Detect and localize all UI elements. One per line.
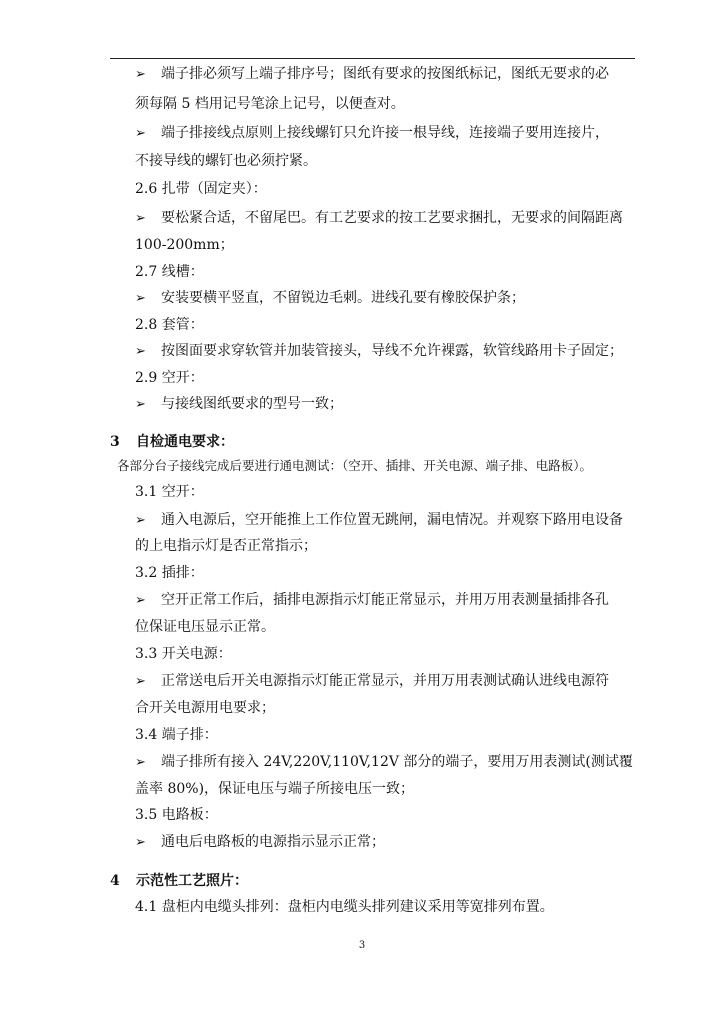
section-heading: 4.1 盘柜内电缆头排列：盘柜内电缆头排列建议采用等宽排列布置。 — [135, 899, 554, 915]
arrow-bullet-icon: ➢ — [135, 674, 146, 689]
body-line: 合开关电源用电要求； — [135, 700, 275, 716]
bullet-line — [135, 753, 633, 772]
body-text: 端子排接线点原则上接线螺钉只允许接一根导线，连接端子要用连接片， — [161, 125, 609, 141]
bullet-line — [135, 511, 623, 530]
body-text: 正常送电后开关电源指示灯能正常显示，并用万用表测试确认进线电源符 — [161, 673, 609, 689]
section-heading: 3.2 插排： — [135, 565, 204, 581]
body-line: 100-200mm； — [135, 237, 234, 253]
arrow-bullet-icon: ➢ — [135, 126, 146, 141]
body-line: 位保证电压显示正常。 — [135, 619, 275, 635]
arrow-bullet-icon: ➢ — [135, 67, 146, 82]
body-text: 通入电源后，空开能推上工作位置无跳闸，漏电情况。并观察下路用电设备 — [161, 512, 623, 528]
heading-text: 示范性工艺照片： — [136, 873, 248, 889]
arrow-bullet-icon: ➢ — [135, 755, 146, 770]
body-line: 须每隔 5 档用记号笔涂上记号，以便查对。 — [135, 96, 405, 112]
body-text: 通电后电路板的电源指示显示正常； — [161, 834, 385, 850]
bullet-line — [135, 591, 609, 610]
section-heading: 3.3 开关电源： — [135, 646, 232, 662]
body-text: 空开正常工作后，插排电源指示灯能正常显示，并用万用表测量插排各孔 — [161, 592, 609, 608]
arrow-bullet-icon: ➢ — [135, 513, 146, 528]
section-heading: 3.5 电路板： — [135, 807, 218, 823]
bullet-line — [135, 833, 385, 852]
body-text: 端子排必须写上端子排序号；图纸有要求的按图纸标记，图纸无要求的必 — [161, 66, 609, 82]
body-text: 与接线图纸要求的型号一致； — [161, 396, 343, 412]
section-heading: 3.1 空开： — [135, 484, 204, 500]
section-heading: 2.6 扎带（固定夹）： — [135, 181, 267, 197]
bullet-line — [135, 395, 343, 414]
section-heading: 2.8 套管： — [135, 317, 204, 333]
arrow-bullet-icon: ➢ — [135, 593, 146, 608]
body-text: 安装要横平竖直，不留锐边毛刺。进线孔要有橡胶保护条； — [161, 290, 525, 306]
bullet-line — [135, 342, 623, 361]
header-rule — [110, 58, 635, 59]
intro-line: 各部分台子接线完成后要进行通电测试：（空开、插排、开关电源、端子排、电路板）。 — [117, 458, 593, 473]
arrow-bullet-icon: ➢ — [135, 344, 146, 359]
arrow-bullet-icon: ➢ — [135, 835, 146, 850]
section-heading: 2.9 空开： — [135, 370, 204, 386]
bullet-line — [135, 209, 623, 228]
body-text: 要松紧合适，不留尾巴。有工艺要求的按工艺要求捆扎，无要求的间隔距离 — [161, 210, 623, 226]
arrow-bullet-icon: ➢ — [135, 291, 146, 306]
body-line: 不接导线的螺钉也必须拧紧。 — [135, 153, 317, 169]
heading-number: 3 — [110, 434, 120, 450]
body-line: 盖率 80%)，保证电压与端子所接电压一致； — [135, 781, 415, 797]
bullet-line — [135, 124, 609, 143]
main-heading-4 — [110, 872, 248, 890]
bullet-line — [135, 672, 609, 691]
main-heading-3 — [110, 433, 234, 451]
heading-number: 4 — [110, 873, 120, 889]
section-heading: 2.7 线槽： — [135, 264, 204, 280]
body-text: 端子排所有接入 24V,220V,110V,12V 部分的端子，要用万用表测试(测试覆 — [161, 754, 633, 770]
arrow-bullet-icon: ➢ — [135, 211, 146, 226]
section-heading: 3.4 端子排： — [135, 727, 218, 743]
bullet-line — [135, 65, 609, 84]
heading-text: 自检通电要求： — [136, 434, 234, 450]
bullet-line — [135, 289, 525, 308]
body-text: 按图面要求穿软管并加装管接头，导线不允许裸露，软管线路用卡子固定； — [161, 343, 623, 359]
body-line: 的上电指示灯是否正常指示； — [135, 538, 317, 554]
arrow-bullet-icon: ➢ — [135, 397, 146, 412]
page-number: 3 — [358, 940, 366, 951]
